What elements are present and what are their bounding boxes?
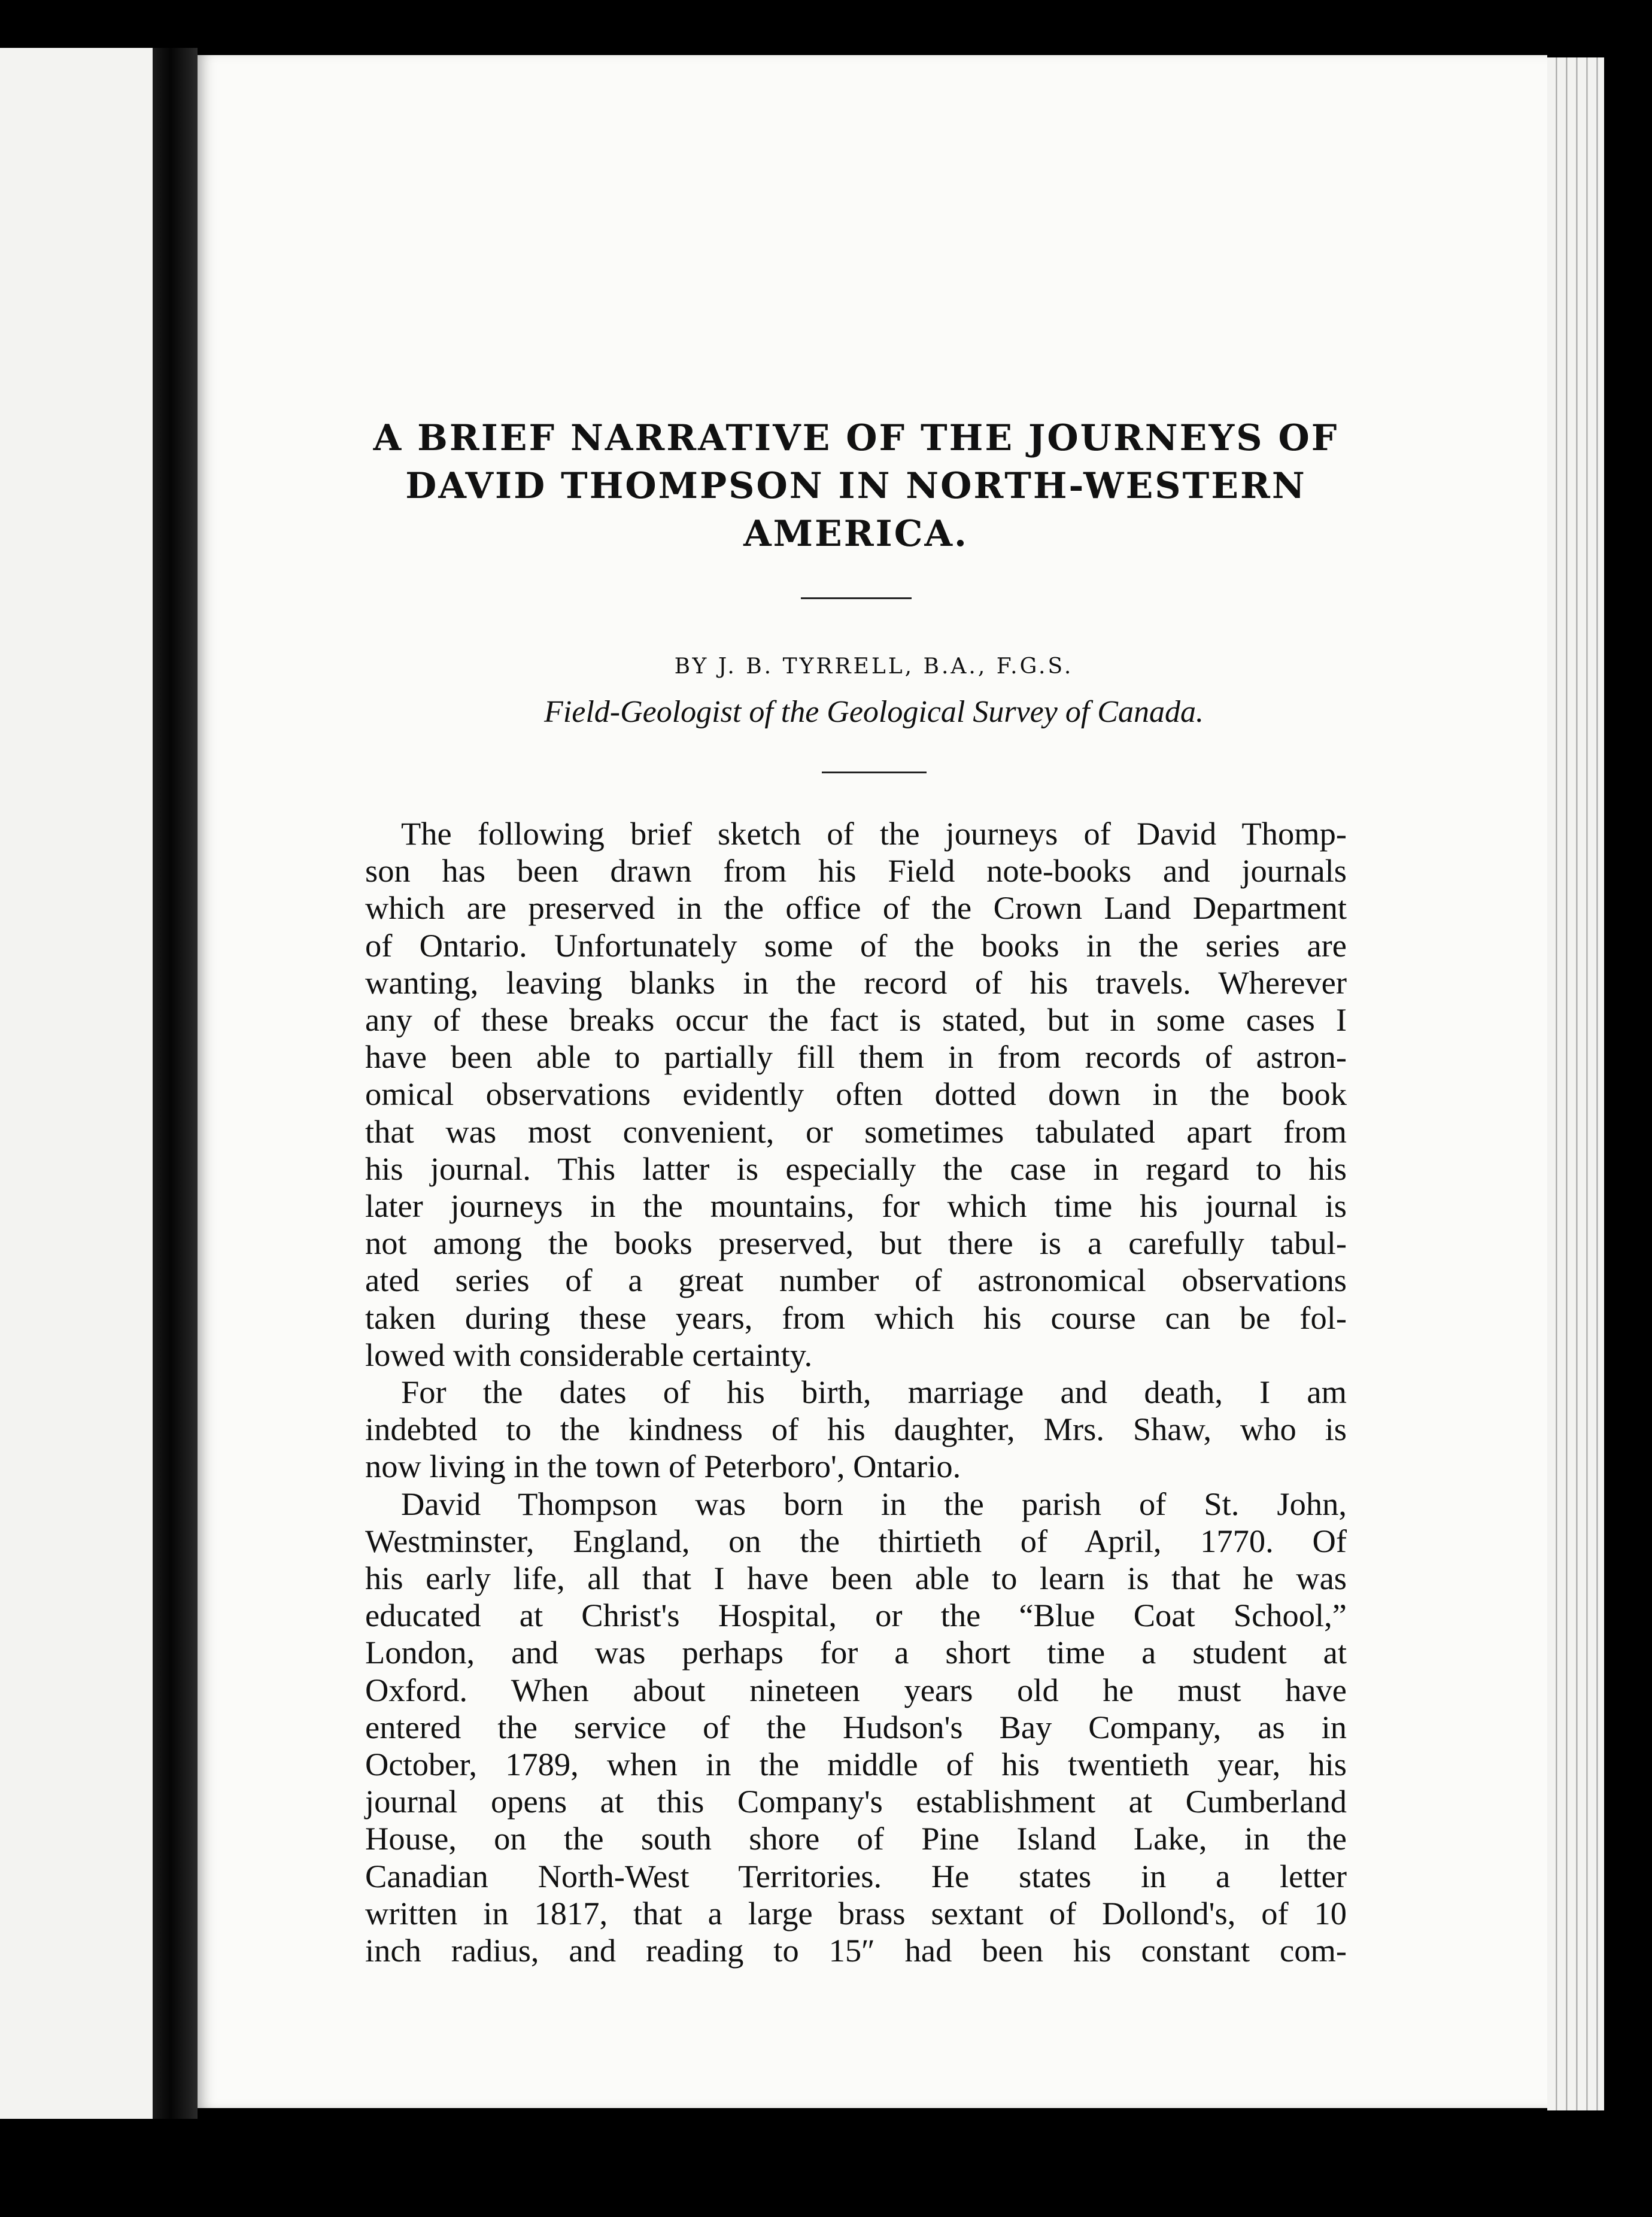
text-line: now living in the town of Peterboro', Ontario. <box>365 1448 961 1485</box>
text-line: ated series of a great number of astronomical observations <box>365 1262 1347 1299</box>
text-line: taken during these years, from which his course can be fol- <box>365 1299 1347 1336</box>
text-line: David Thompson was born in the parish of St. John, <box>401 1485 1347 1522</box>
text-line: have been able to partially fill them in from records of astron- <box>365 1038 1347 1076</box>
text-line: his early life, all that I have been able to learn is that he was <box>365 1560 1347 1597</box>
text-line: lowed with considerable certainty. <box>365 1336 813 1373</box>
right-page-edges <box>1547 57 1604 2110</box>
title-line: A BRIEF NARRATIVE OF THE JOURNEYS OF <box>373 417 1339 459</box>
left-page-edge <box>0 48 159 2119</box>
text-line: that was most convenient, or sometimes tabulated apart from <box>365 1113 1347 1150</box>
text-line: omical observations evidently often dotted down in the book <box>365 1076 1347 1113</box>
byline-divider <box>822 772 927 773</box>
text-line: later journeys in the mountains, for which time his journal is <box>365 1188 1347 1225</box>
text-line: which are preserved in the office of the Crown Land Department <box>365 889 1347 927</box>
author-byline: BY J. B. TYRRELL, B.A., F.G.S. <box>674 654 1074 679</box>
right-border <box>1604 57 1652 2110</box>
text-line: any of these breaks occur the fact is stated, but in some cases I <box>365 1001 1347 1038</box>
text-line: written in 1817, that a large brass sextant of Dollond's, of 10 <box>365 1894 1347 1931</box>
text-line: journal opens at this Company's establishment at Cumberland <box>365 1783 1347 1820</box>
title-divider <box>801 597 912 599</box>
text-line: Westminster, England, on the thirtieth of April, 1770. Of <box>365 1522 1347 1559</box>
paragraph-2 <box>365 1374 1347 1486</box>
text-line: inch radius, and reading to 15″ had been his constant com- <box>365 1932 1347 1969</box>
paragraph-1 <box>365 815 1347 1374</box>
text-line: of Ontario. Unfortunately some of the books in the series are <box>365 927 1347 964</box>
text-line: House, on the south shore of Pine Island Lake, in the <box>365 1820 1347 1857</box>
text-line: not among the books preserved, but there is a carefully tabul- <box>365 1225 1347 1262</box>
text-line: entered the service of the Hudson's Bay Company, as in <box>365 1708 1347 1745</box>
text-line: wanting, leaving blanks in the record of his travels. Wherever <box>365 964 1347 1001</box>
paragraph-3 <box>365 1486 1347 1970</box>
article-body <box>365 815 1347 1969</box>
text-line: London, and was perhaps for a short time a student at <box>365 1634 1347 1671</box>
document-page <box>198 55 1547 2108</box>
text-line: his journal. This latter is especially the case in regard to his <box>365 1150 1347 1187</box>
text-line: October, 1789, when in the middle of his twentieth year, his <box>365 1746 1347 1783</box>
page-content <box>365 414 1347 1969</box>
text-line: educated at Christ's Hospital, or the “Blue Coat School,” <box>365 1597 1347 1634</box>
text-line: The following brief sketch of the journeys of David Thomp- <box>401 815 1347 852</box>
text-line: For the dates of his birth, marriage and death, I am <box>401 1374 1347 1411</box>
article-title <box>353 414 1359 558</box>
text-line: Canadian North-West Territories. He states in a letter <box>365 1857 1347 1894</box>
text-line: indebted to the kindness of his daughter, Mrs. Shaw, who is <box>365 1411 1347 1448</box>
author-affiliation: Field-Geologist of the Geological Survey of Canada. <box>544 695 1204 729</box>
title-line: AMERICA. <box>743 513 968 555</box>
title-line: DAVID THOMPSON IN NORTH-WESTERN <box>405 465 1307 507</box>
text-line: son has been drawn from his Field note-books and journals <box>365 852 1347 889</box>
book-gutter <box>153 48 198 2119</box>
text-line: Oxford. When about nineteen years old he must have <box>365 1671 1347 1708</box>
